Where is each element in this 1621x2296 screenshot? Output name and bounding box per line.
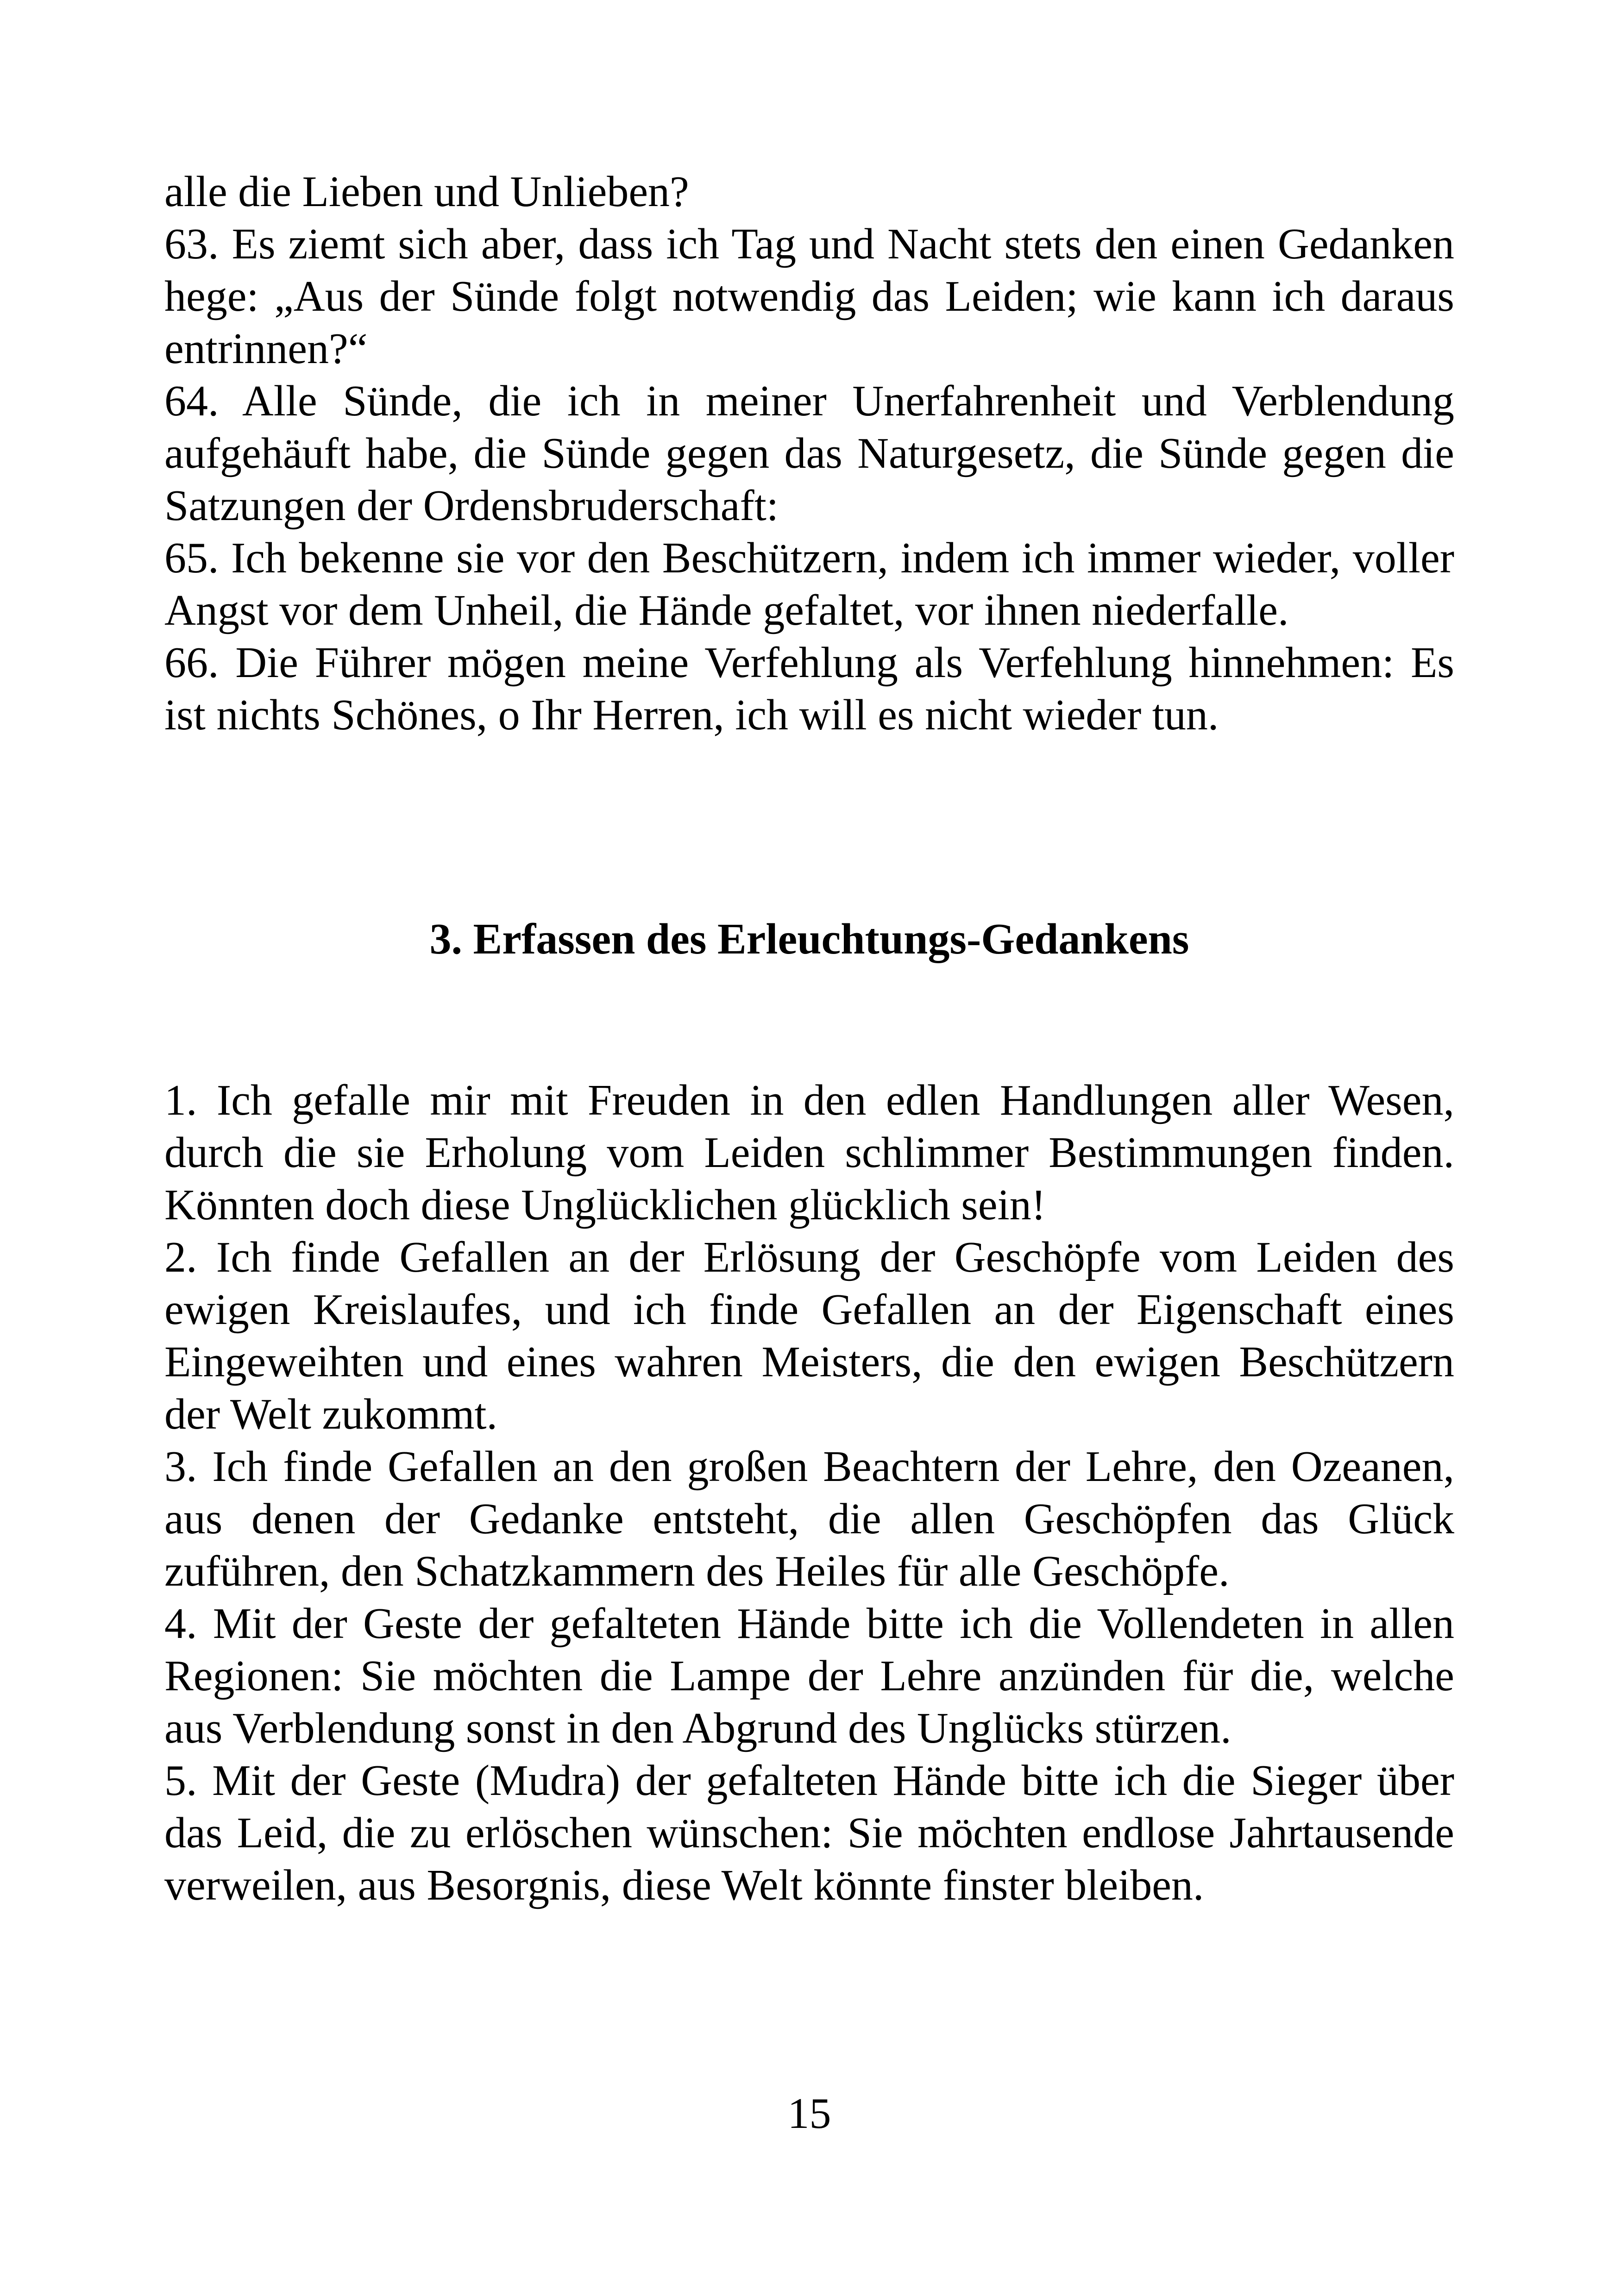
paragraph-verse-66: 66. Die Führer mögen meine Verfehlung als Verfehlung hinnehmen: Es ist nichts Schönes, o Ihr Herren, ich will es nicht wieder tun. xyxy=(164,639,1454,739)
paragraph-verse-64: 64. Alle Sünde, die ich in meiner Unerfahrenheit und Verblendung aufgehäuft habe, die Sünde gegen das Naturgesetz, die Sünde gegen die Satzungen der Ordensbruderschaft: xyxy=(164,377,1454,530)
paragraph-continuation: alle die Lieben und Unlieben? xyxy=(164,168,689,216)
section-verses xyxy=(164,1074,1454,1912)
paragraph-verse-65: 65. Ich bekenne sie vor den Beschützern, indem ich immer wieder, voller Angst vor dem Unheil, die Hände gefaltet, vor ihnen niederfalle. xyxy=(164,534,1454,634)
paragraph-verse-2: 2. Ich finde Gefallen an der Erlösung der Geschöpfe vom Leiden des ewigen Kreislaufes, und ich finde Gefallen an der Eigenschaft eines Eingeweihten und eines wahren Meisters, die den ewigen Beschützern der Welt zukommt. xyxy=(164,1233,1454,1438)
paragraph-verse-3: 3. Ich finde Gefallen an den großen Beachtern der Lehre, den Ozeanen, aus denen der Gedanke entsteht, die allen Geschöpfen das Glück zuführen, den Schatzkammern des Heiles für alle Geschöpfe. xyxy=(164,1443,1454,1595)
continued-verses xyxy=(164,166,1454,741)
book-page xyxy=(164,0,1454,2296)
paragraph-verse-5: 5. Mit der Geste (Mudra) der gefalteten Hände bitte ich die Sieger über das Leid, die zu erlöschen wünschen: Sie möchten endlose Jahrtausende verweilen, aus Besorgnis, diese Welt könnte finster bleiben. xyxy=(164,1757,1454,1909)
section-heading: 3. Erfassen des Erleuchtungs-Gedankens xyxy=(429,915,1189,963)
paragraph-verse-1: 1. Ich gefalle mir mit Freuden in den edlen Handlungen aller Wesen, durch die sie Erholung vom Leiden schlimmer Bestimmungen finden. Könnten doch diese Unglücklichen glücklich sein! xyxy=(164,1076,1454,1229)
paragraph-verse-63: 63. Es ziemt sich aber, dass ich Tag und Nacht stets den einen Gedanken hege: „Aus der Sünde folgt notwendig das Leiden; wie kann ich daraus entrinnen?“ xyxy=(164,220,1454,373)
paragraph-verse-4: 4. Mit der Geste der gefalteten Hände bitte ich die Vollendeten in allen Regionen: Sie möchten die Lampe der Lehre anzünden für die, welche aus Verblendung sonst in den Abgrund des Unglücks stürzen. xyxy=(164,1600,1454,1752)
page-number: 15 xyxy=(787,2089,831,2138)
